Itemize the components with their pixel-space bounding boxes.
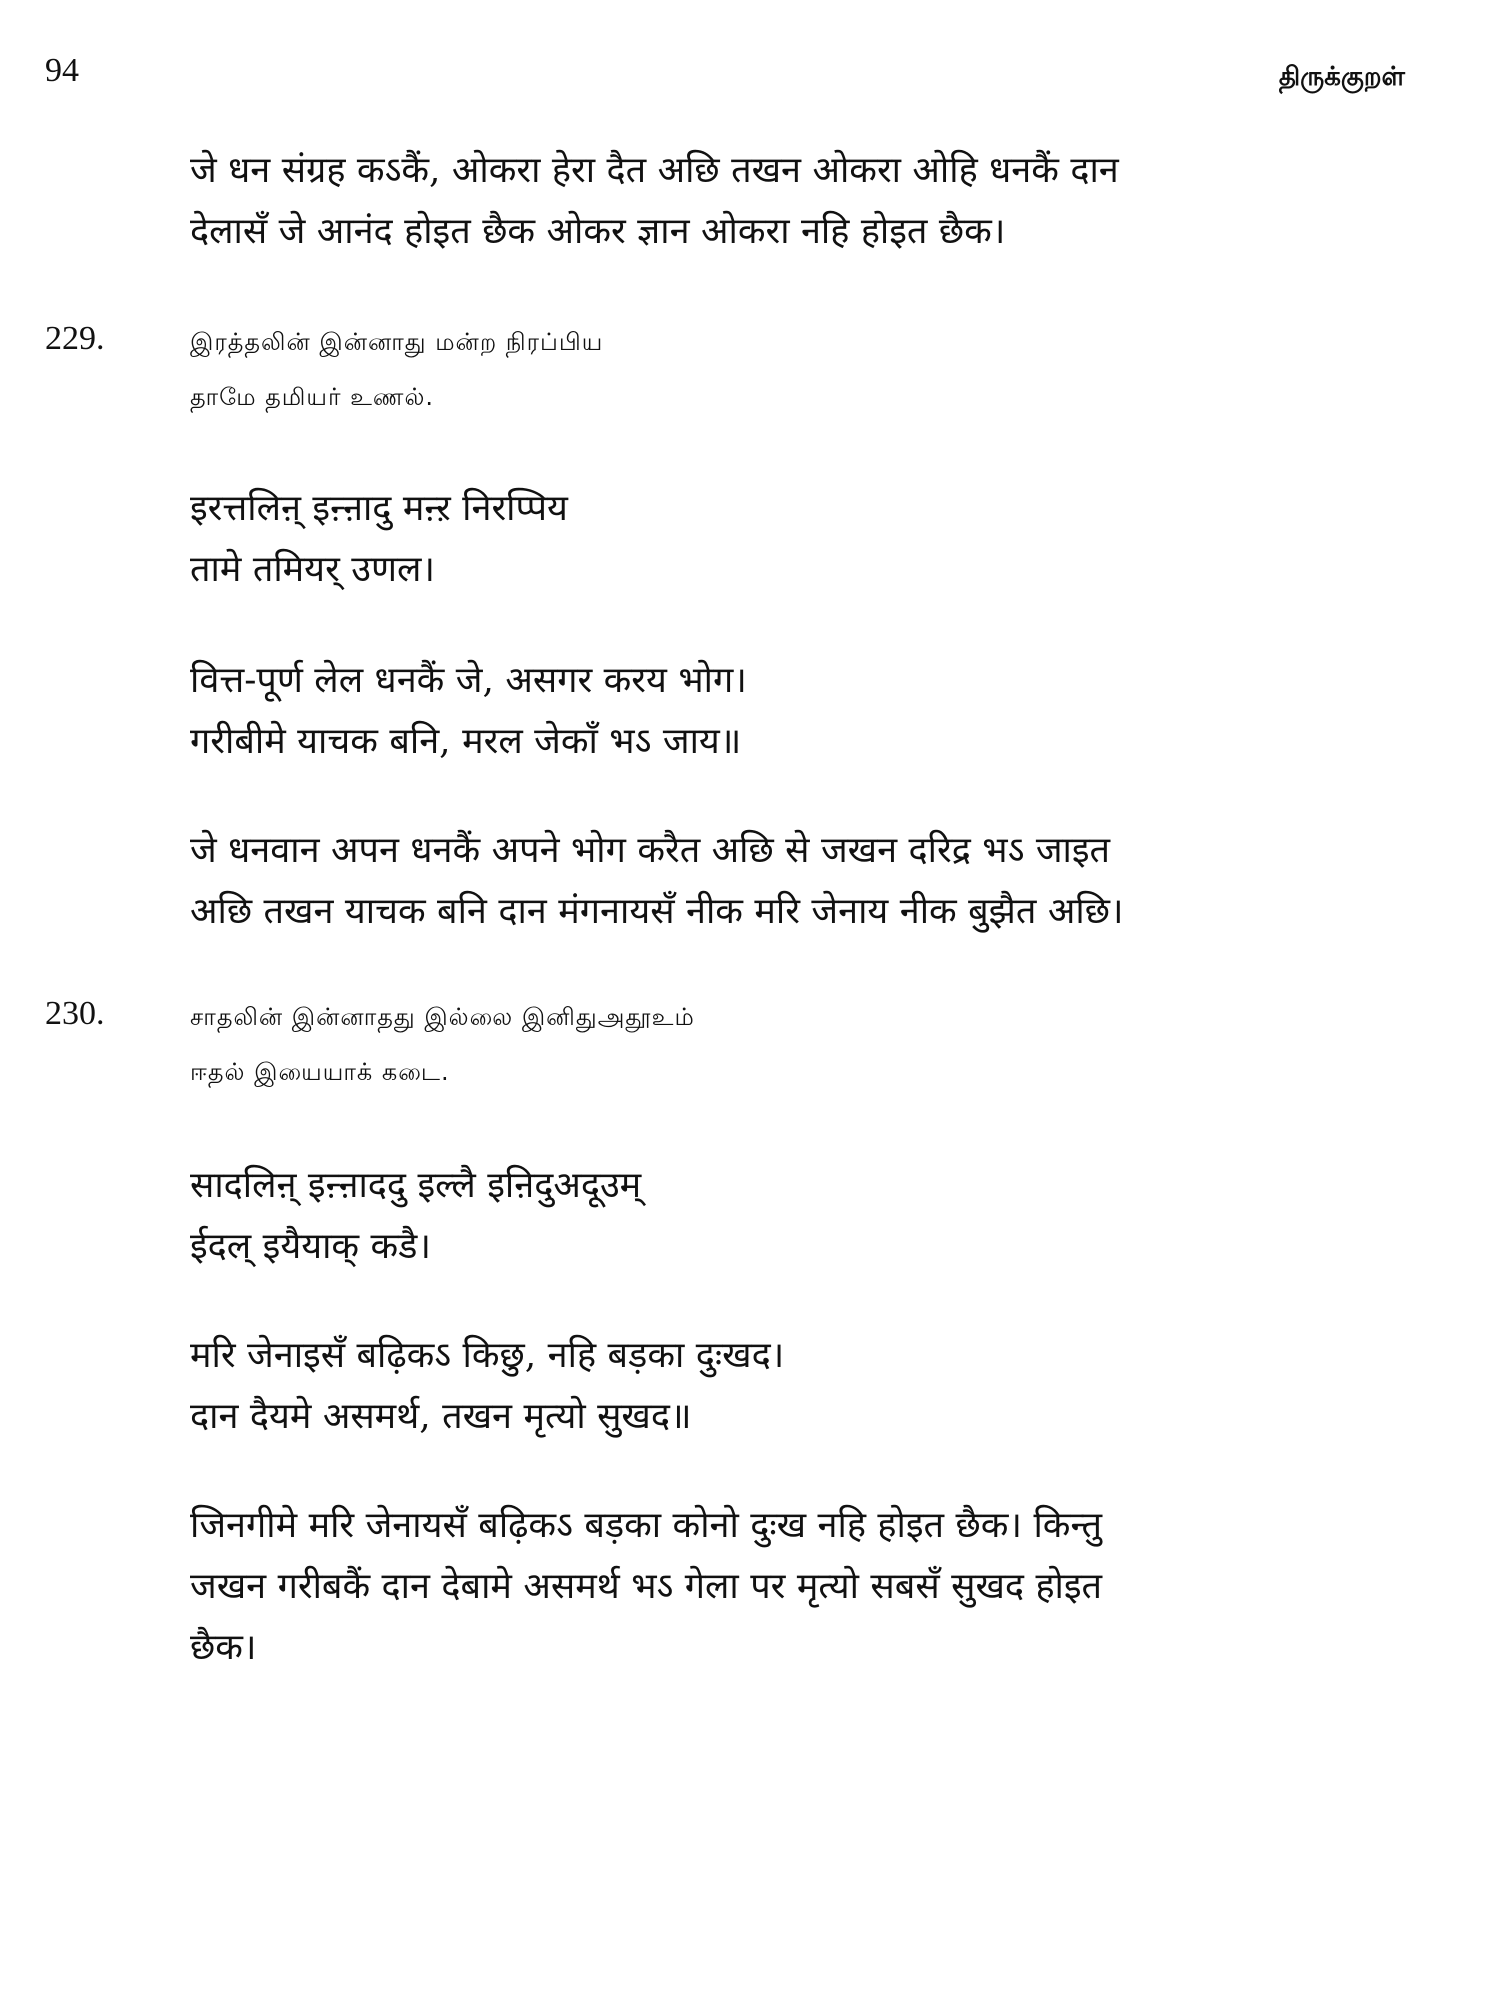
couplet-line: वित्त-पूर्ण लेल धनकैं जे, असगर करय भोग। (190, 660, 747, 701)
tamil-verse (190, 315, 603, 425)
couplet-line: दान दैयमे असमर्थ, तखन मृत्यो सुखद॥ (190, 1396, 692, 1437)
couplet-line: मरि जेनाइसँ बढ़िकऽ किछु, नहि बड़का दुःखद। (190, 1335, 785, 1376)
explanation-paragraph (190, 1495, 1390, 1678)
transliteration (190, 1155, 1390, 1277)
intro-line: देलासँ जे आनंद होइत छैक ओकर ज्ञान ओकरा नहि होइत छैक। (190, 211, 1006, 252)
transliteration-line: सादलिऩ् इऩ्ऩाददु इल्लै इऩिदुअदूउम् (190, 1165, 642, 1206)
couplet-line: गरीबीमे याचक बनि, मरल जेकाँ भऽ जाय॥ (190, 721, 742, 762)
tamil-line: சாதலின் இன்னாதது இல்லை இனிதுஅதூஉம் (190, 1003, 695, 1031)
explanation-line: जखन गरीबकैं दान देबामे असमर्थ भऽ गेला पर मृत्यो सबसँ सुखद होइत (190, 1566, 1103, 1607)
explanation-line: जिनगीमे मरि जेनायसँ बढ़िकऽ बड़का कोनो दुःख नहि होइत छैक। किन्तु (190, 1505, 1103, 1546)
tamil-line: தாமே தமியர் உணல். (190, 383, 435, 411)
transliteration (190, 478, 1390, 600)
explanation-line: जे धनवान अपन धनकैं अपने भोग करैत अछि से जखन दरिद्र भऽ जाइत (190, 830, 1111, 871)
transliteration-line: तामे तमियर् उणल। (190, 549, 436, 590)
explanation-line: छैक। (190, 1627, 257, 1668)
running-title: திருக்குறள் (1278, 62, 1405, 92)
explanation-paragraph (190, 820, 1390, 942)
verse-number: 229. (45, 320, 105, 357)
page-number: 94 (45, 52, 79, 89)
intro-line: जे धन संग्रह कऽकैं, ओकरा हेरा दैत अछि तखन ओकरा ओहि धनकैं दान (190, 150, 1119, 191)
tamil-line: இரத்தலின் இன்னாது மன்ற நிரப்பிய (190, 328, 604, 356)
transliteration-line: ईदल् इयैयाक् कडै। (190, 1226, 432, 1267)
transliteration-line: इरत्तलिऩ् इऩ्ऩादु मऩ्ऱ निरप्पिय (190, 488, 568, 529)
maithili-couplet (190, 1325, 1390, 1447)
explanation-line: अछि तखन याचक बनि दान मंगनायसँ नीक मरि जेनाय नीक बुझैत अछि। (190, 891, 1124, 932)
tamil-line: ஈதல் இயையாக் கடை. (190, 1058, 450, 1086)
tamil-verse (190, 990, 695, 1100)
intro-paragraph (190, 140, 1390, 262)
verse-number: 230. (45, 995, 105, 1032)
maithili-couplet (190, 650, 1390, 772)
